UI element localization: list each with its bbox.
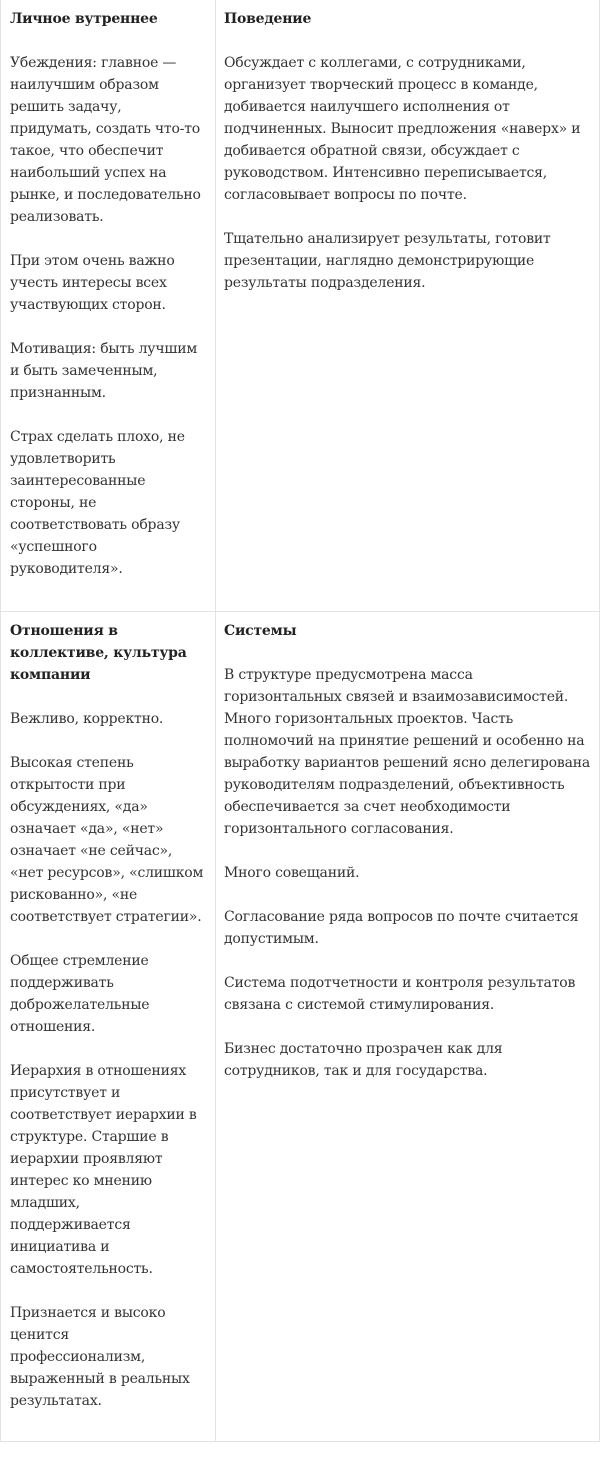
row-divider <box>1 611 600 612</box>
cell-paragraph: Признается и высоко ценится профессионализм, выраженный в реальных результатах. <box>10 1305 190 1409</box>
cell-behavior <box>216 2 600 294</box>
cell-title: Отношения в коллективе, культура компании <box>10 623 187 683</box>
cell-paragraph: Убеждения: главное — наилучшим образом решить задачу, придумать, создать что-то такое, что обеспечит наибольший успех на рынке, и последовательно реализовать. <box>10 55 201 225</box>
cell-title: Поведение <box>224 11 312 27</box>
cell-personal <box>2 2 214 580</box>
cell-paragraph: Бизнес достаточно прозрачен как для сотрудников, так и для государства. <box>224 1041 503 1079</box>
cell-paragraph: Вежливо, корректно. <box>10 711 164 727</box>
cell-paragraph: Высокая степень открытости при обсуждениях, «да» означает «да», «нет» означает «не сейчас», «нет ресурсов», «слишком рискованно», «не соответствует стратегии». <box>10 755 204 925</box>
cell-title: Системы <box>224 623 297 639</box>
cell-paragraph: Иерархия в отношениях присутствует и соответствует иерархии в структуре. Старшие в иерархии проявляют интерес ко мнению младших, поддерживается инициатива и самостоятельность. <box>10 1063 197 1277</box>
cell-systems <box>216 614 600 1082</box>
cell-paragraph: Обсуждает с коллегами, с сотрудниками, организует творческий процесс в команде, добивается наилучшего исполнения от подчиненных. Выносит предложения «наверх» и добивается обратной связи, обсуждает с руководством. Интенсивно переписывается, согласовывает вопросы по почте. <box>224 55 581 203</box>
cell-title: Личное вутреннее <box>10 11 158 27</box>
cell-paragraph: Мотивация: быть лучшим и быть замеченным, признанным. <box>10 341 198 401</box>
cell-paragraph: Общее стремление поддерживать доброжелательные отношения. <box>10 953 150 1035</box>
cell-relations <box>2 614 214 1412</box>
cell-paragraph: В структуре предусмотрена масса горизонтальных связей и взаимозависимостей. Много горизонтальных проектов. Часть полномочий на принятие решений и особенно на выработку вариантов решений ясно делегирована руководителям подразделений, объективность обеспечивается за счет необходимости горизонтального согласования. <box>224 667 590 837</box>
cell-paragraph: Страх сделать плохо, не удовлетворить заинтересованные стороны, не соответствовать образу «успешного руководителя». <box>10 429 185 577</box>
cell-paragraph: Согласование ряда вопросов по почте считается допустимым. <box>224 909 579 947</box>
cell-paragraph: Много совещаний. <box>224 865 360 881</box>
cell-paragraph: При этом очень важно учесть интересы всех участвующих сторон. <box>10 253 175 313</box>
cell-paragraph: Система подотчетности и контроля результатов связана с системой стимулирования. <box>224 975 576 1013</box>
cell-paragraph: Тщательно анализирует результаты, готовит презентации, наглядно демонстрирующие результаты подразделения. <box>224 231 551 291</box>
